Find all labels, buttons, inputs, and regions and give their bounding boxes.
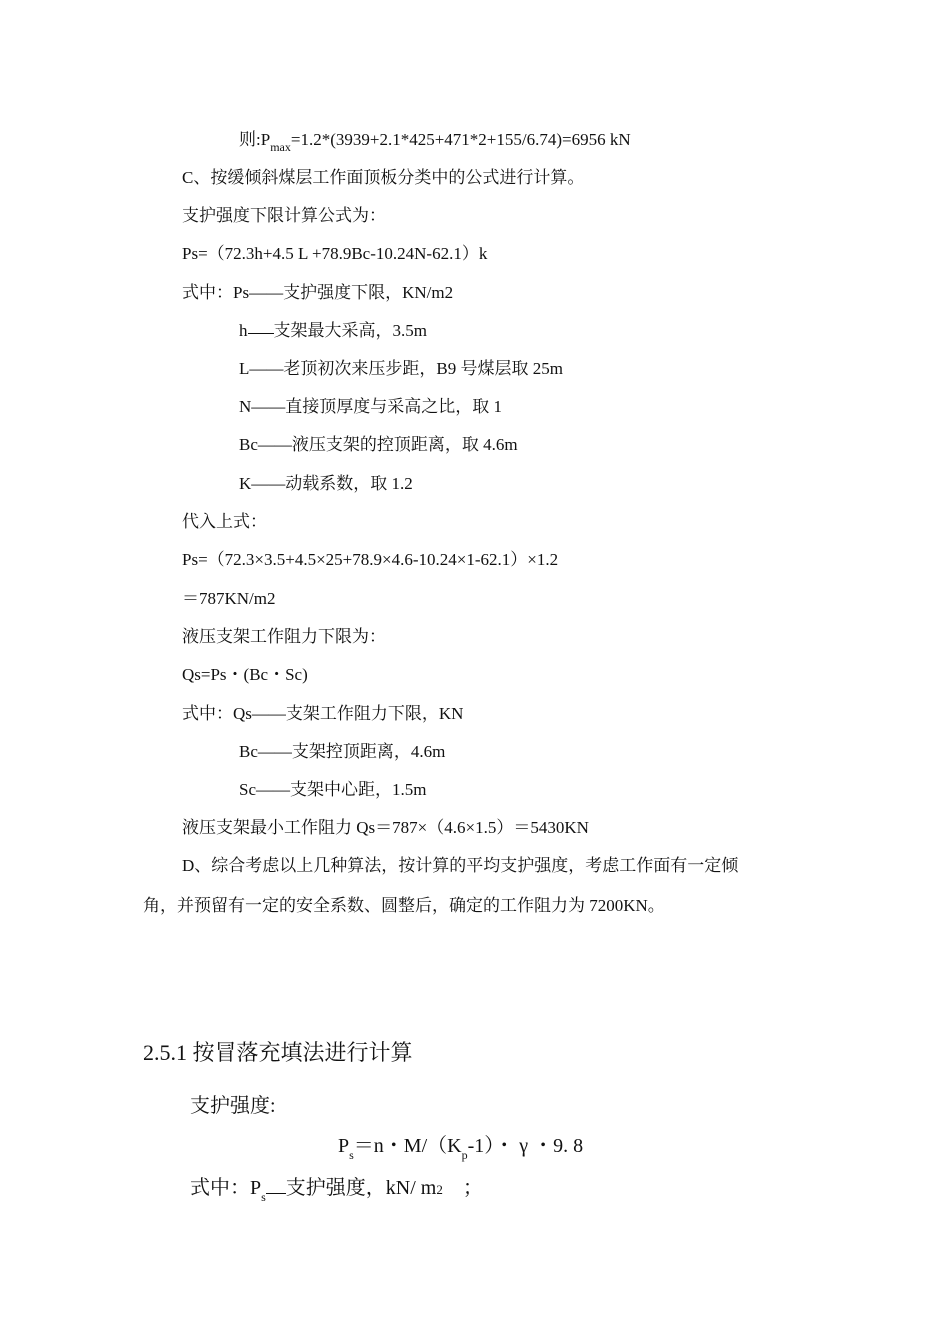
sc-definition: Sc——支架中心距，1.5m [239,780,427,799]
pmax-prefix: 则:P [239,130,271,149]
pmax-formula [239,129,631,158]
c-method-title: C、按缓倾斜煤层工作面顶板分类中的公式进行计算。 [182,168,585,187]
where-ps-2 [190,1175,483,1210]
where-p-subscript: s [261,1190,266,1204]
pmax-expression: =1.2*(3939+2.1*425+471*2+155/6.74)=6956 kN [290,130,631,149]
d-paragraph-line2: 角，并预留有一定的安全系数、圆整后，确定的工作阻力为 7200KN。 [143,896,665,915]
bc-definition-2: Bc——支架控顶距离，4.6m [239,742,446,761]
support-strength-formula [338,1133,583,1168]
formula-k-subscript: p [461,1148,468,1162]
ps-result: ＝787KN/m2 [182,589,276,608]
support-strength-label: 支护强度: [190,1095,276,1117]
n-definition: N——直接顶厚度与采高之比，取 1 [239,397,503,416]
where-description: 支护强度，kN/ m [285,1177,437,1199]
substitute-label: 代入上式： [182,512,267,531]
formula-p: P [338,1135,350,1157]
qs-formula: Qs=Ps・(Bc・Sc) [182,665,308,684]
formula-p-subscript: s [349,1148,354,1162]
where-tail: ； [462,1177,483,1199]
where-qs: 式中：Qs——支架工作阻力下限，KN [182,704,464,723]
ps-calculation: Ps=（72.3×3.5+4.5×25+78.9×4.6-10.24×1-62.1）×1.2 [182,550,559,569]
formula-label: 支护强度下限计算公式为： [182,206,386,225]
where-prefix: 式中：P [190,1177,262,1199]
h-variable: h [239,321,248,340]
formula-middle: ＝n・M/（K [353,1135,462,1157]
h-description: 支架最大采高，3.5m [273,321,427,340]
h-underline [248,323,274,334]
where-underline [266,1183,286,1194]
qs-minimum: 液压支架最小工作阻力 Qs＝787×（4.6×1.5）＝5430KN [182,818,589,837]
pmax-subscript: max [270,140,291,154]
bc-definition: Bc——液压支架的控顶距离，取 4.6m [239,435,518,454]
where-unit-exponent: 2 [436,1182,443,1197]
ps-formula: Ps=（72.3h+4.5 L +78.9Bc-10.24N-62.1）k [182,244,488,263]
qs-label: 液压支架工作阻力下限为： [182,627,386,646]
h-definition [239,320,427,342]
where-ps: 式中：Ps——支护强度下限，KN/m2 [182,283,454,302]
l-definition: L——老顶初次来压步距，B9 号煤层取 25m [239,359,563,378]
section-heading: 2.5.1 按冒落充填法进行计算 [143,1040,413,1065]
formula-end: -1）・ γ ・9. 8 [467,1135,584,1157]
d-paragraph-line1: D、综合考虑以上几种算法，按计算的平均支护强度，考虑工作面有一定倾 [182,856,739,875]
k-definition: K——动载系数，取 1.2 [239,474,413,493]
